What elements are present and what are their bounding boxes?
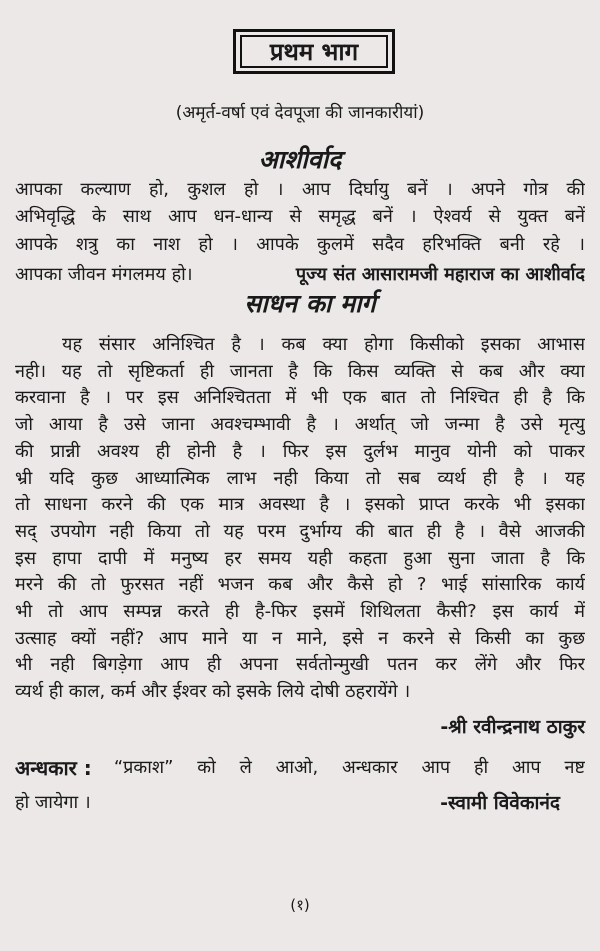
sadhan-heading: साधन का मार्ग bbox=[244, 289, 376, 318]
text-line: भी नही बिगड़ेगा आप ही अपना सर्वतोन्मुखी पतन कर लेंगे और फिर bbox=[15, 654, 585, 675]
text-line: की प्रान्नी अवश्य ही होनी है । फिर इस दुर्लभ मानुव योनी को पाकर bbox=[15, 441, 585, 462]
text-line: आपका कल्याण हो, कुशल हो । आप दिर्घायु बनें । अपने गोत्र की bbox=[15, 179, 585, 200]
andhkar-text: “प्रकाश” को ले आओ, अन्धकार आप ही आप नष्ट bbox=[113, 757, 585, 778]
text-line: नही। यह तो सृष्टिकर्ता ही जानता है कि किस व्यक्ति से कब और क्या bbox=[15, 361, 585, 382]
text-line: भी तो आप सम्पन्न करते ही है-फिर इसमें शिथिलता कैसी? इस कार्य में bbox=[15, 601, 585, 622]
text-line: करवाना है । पर इस अनिश्चितता में भी एक बात तो निश्चित ही है कि bbox=[15, 387, 585, 408]
andhkar-label: अन्धकार : bbox=[15, 756, 92, 780]
text-line: आपके शत्रु का नाश हो । आपके कुलमें सदैव हरिभक्ति बनी रहे । bbox=[15, 234, 585, 255]
text-line: भ्री यदि कुछ आध्यात्मिक लाभ नही किया तो सब व्यर्थ ही है । यह bbox=[15, 468, 585, 489]
section-title: प्रथम भाग bbox=[240, 35, 388, 68]
text-line: जो आया है उसे जाना अवश्चम्भावी है । अर्थात् जो जन्मा है उसे मृत्यु bbox=[15, 414, 585, 435]
blessing-last-line: आपका जीवन मंगलमय हो। bbox=[15, 264, 193, 285]
text-line: उत्साह क्यों नहीं? आप माने या न माने, इसे न करने से किसी का कुछ bbox=[15, 628, 585, 649]
text-line: यह संसार अनिश्चित है । कब क्या होगा किसीको इसका आभास bbox=[62, 334, 585, 355]
andhkar-line bbox=[15, 755, 585, 781]
text-line: मरने की तो फुरसत नहीं भजन कब और कैसे हो ? भाई सांसारिक कार्य bbox=[15, 574, 585, 595]
section-title-box bbox=[233, 29, 395, 74]
subtitle: (अमृर्त-वर्षा एवं देवपूजा की जानकारीयां) bbox=[175, 103, 425, 123]
text-line: व्यर्थ ही काल, कर्म और ईश्वर को इसके लिये दोषी ठहरायेंगे । bbox=[15, 681, 411, 702]
text-line: तो साधना करने की एक मात्र अवस्था है । इसको प्राप्त करके भी इसका bbox=[15, 494, 585, 515]
text-line: सद् उपयोग नही किया तो यह परम दुर्भाग्य की बात ही है । वैसे आजकी bbox=[15, 521, 585, 542]
sadhan-attribution: -श्री रवीन्द्रनाथ ठाकुर bbox=[440, 716, 585, 738]
text-line bbox=[15, 262, 585, 288]
andhkar-attribution: -स्वामी विवेकानंद bbox=[440, 792, 560, 814]
text-line: इस हापा दापी में मनुष्य हर समय यही कहता हुआ सुना जाता है कि bbox=[15, 548, 585, 569]
page-number: (१) bbox=[290, 896, 310, 914]
text-line: हो जायेगा । bbox=[15, 792, 91, 813]
blessing-heading: आशीर्वाद bbox=[258, 145, 342, 174]
blessing-attribution: पूज्य संत आसारामजी महाराज का आशीर्वाद bbox=[295, 264, 585, 285]
text-line: अभिवृद्धि के साथ आप धन-धान्य से समृद्ध बनें । ऐश्वर्य से युक्त बनें bbox=[15, 206, 585, 227]
